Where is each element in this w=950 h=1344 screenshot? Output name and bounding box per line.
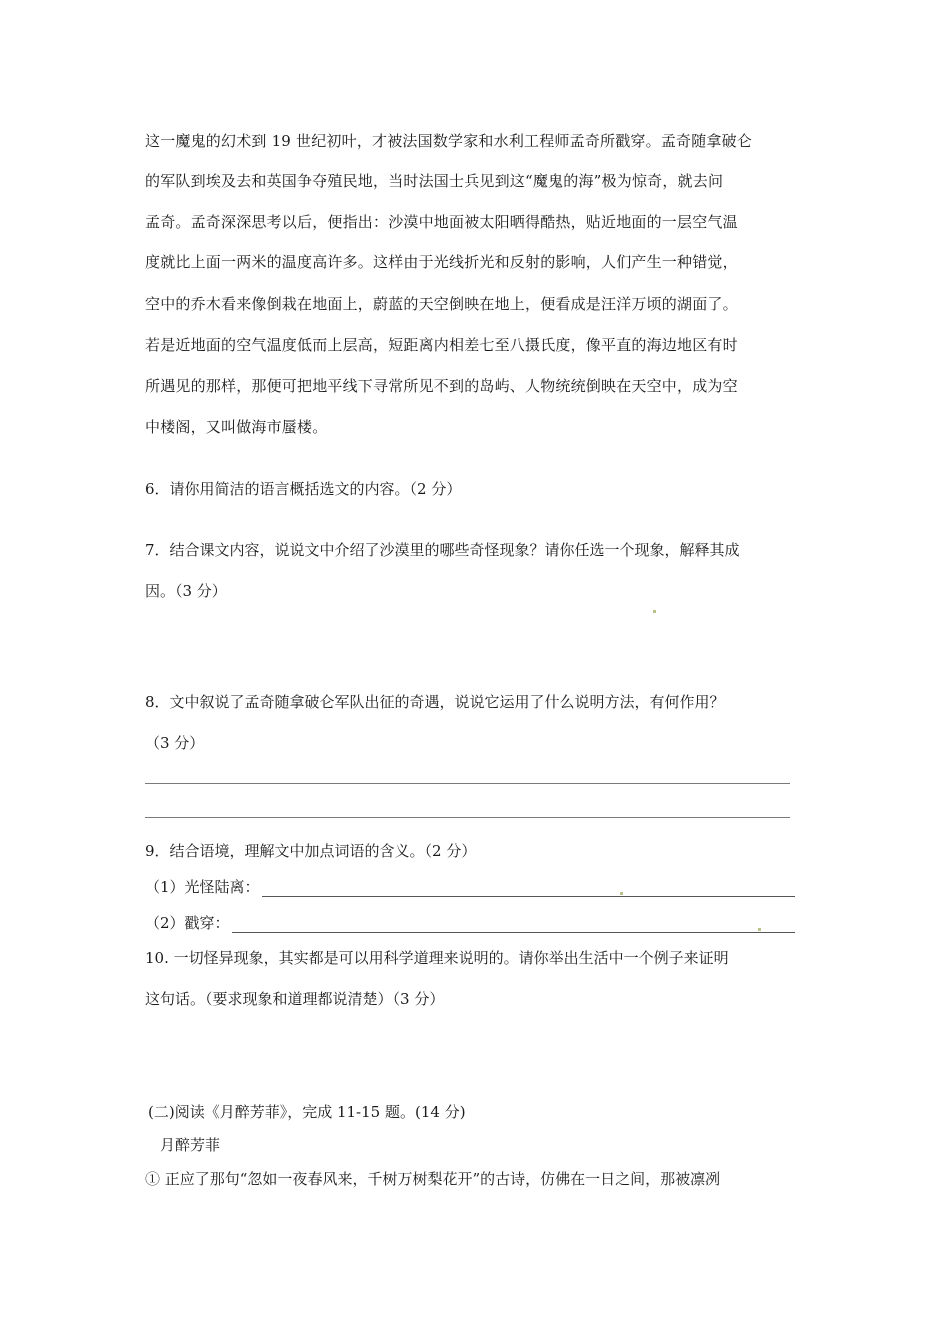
question-9-item-2 — [145, 912, 795, 933]
passage-line-8: 中楼阁，又叫做海市蜃楼。 — [145, 418, 328, 436]
question-10-line-1: 10. 一切怪异现象，其实都是可以用科学道理来说明的。请你举出生活中一个例子来证明 — [145, 949, 729, 967]
question-7-line-1: 7．结合课文内容，说说文中介绍了沙漠里的哪些奇怪现象？请你任选一个现象，解释其成 — [145, 541, 740, 559]
stray-dot — [620, 892, 623, 895]
question-8-line-2: （3 分） — [145, 734, 205, 752]
passage-line-2: 的军队到埃及去和英国争夺殖民地，当时法国士兵见到这“魔鬼的海”极为惊奇，就去问 — [145, 172, 724, 190]
question-9-item-2-blank[interactable] — [232, 918, 795, 933]
passage-line-7: 所遇见的那样，那便可把地平线下寻常所见不到的岛屿、人物统统倒映在天空中，成为空 — [145, 377, 738, 395]
question-9: 9．结合语境，理解文中加点词语的含义。（2 分） — [145, 842, 477, 860]
question-9-item-2-label: （2）戳穿： — [145, 914, 230, 932]
passage-line-5: 空中的乔木看来像倒栽在地面上，蔚蓝的天空倒映在地上，便看成是汪洋万顷的湖面了。 — [145, 295, 738, 313]
question-8-line-1: 8．文中叙说了孟奇随拿破仑军队出征的奇遇，说说它运用了什么说明方法，有何作用？ — [145, 693, 725, 711]
passage-line-4: 度就比上面一两米的温度高许多。这样由于光线折光和反射的影响，人们产生一种错觉， — [145, 253, 738, 271]
stray-dot — [653, 610, 656, 613]
question-6: 6．请你用简洁的语言概括选文的内容。（2 分） — [145, 480, 462, 498]
section-2-heading: (二)阅读《月醉芳菲》，完成 11-15 题。(14 分) — [148, 1103, 466, 1121]
stray-dot — [758, 928, 761, 931]
question-10-line-2: 这句话。（要求现象和道理都说清楚）（3 分） — [145, 990, 445, 1008]
passage-line-3: 孟奇。孟奇深深思考以后，便指出：沙漠中地面被太阳晒得酷热，贴近地面的一层空气温 — [145, 213, 738, 231]
question-7-line-2: 因。（3 分） — [145, 582, 227, 600]
section-2-title: 月醉芳菲 — [160, 1136, 221, 1154]
section-2-paragraph-1: ① 正应了那句“忽如一夜春风来，千树万树梨花开”的古诗，仿佛在一日之间，那被凛冽 — [145, 1170, 721, 1188]
answer-line-1[interactable] — [145, 783, 790, 784]
answer-line-2[interactable] — [145, 817, 790, 818]
question-9-item-1-label: （1）光怪陆离： — [145, 878, 260, 896]
passage-line-6: 若是近地面的空气温度低而上层高，短距离内相差七至八摄氏度，像平直的海边地区有时 — [145, 336, 738, 354]
question-9-item-1 — [145, 876, 795, 897]
question-9-item-1-blank[interactable] — [262, 882, 795, 897]
passage-line-1: 这一魔鬼的幻术到 19 世纪初叶，才被法国数学家和水利工程师孟奇所戳穿。孟奇随拿破仑 — [145, 132, 753, 150]
